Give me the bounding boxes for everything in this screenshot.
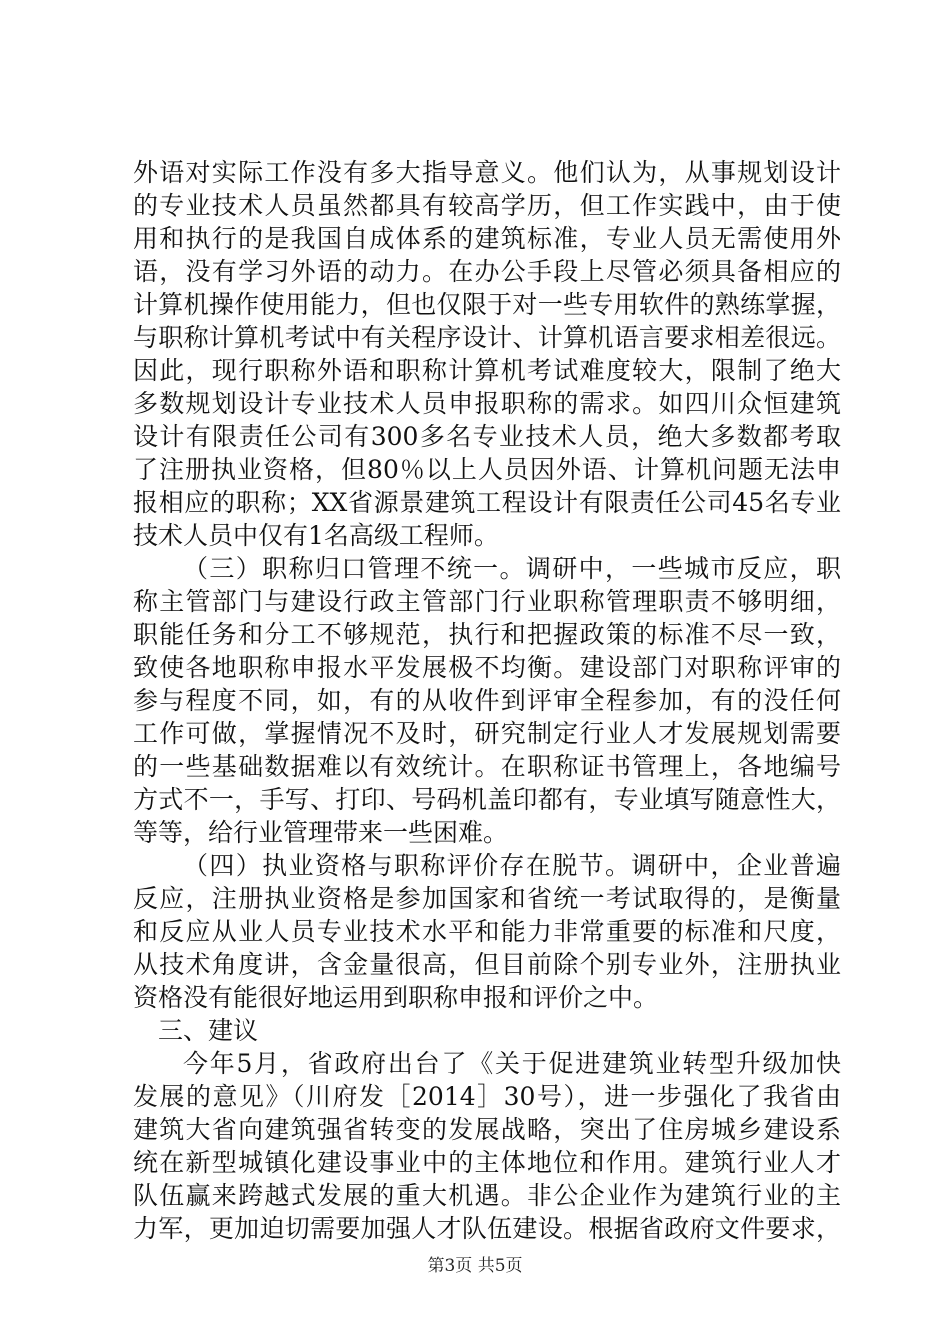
text-line: 计算机操作使用能力，但也仅限于对一些专用软件的熟练掌握， (133, 290, 841, 319)
text-line: 工作可做，掌握情况不及时，研究制定行业人才发展规划需要 (133, 719, 841, 748)
text-line: 资格没有能很好地运用到职称申报和评价之中。 (133, 983, 659, 1012)
text-line: 技术人员中仅有1名高级工程师。 (133, 521, 499, 550)
text-line: 发展的意见》（川府发［2014］30号），进一步强化了我省由 (133, 1082, 841, 1111)
text-line: 和反应从业人员专业技术水平和能力非常重要的标准和尺度， (133, 917, 841, 946)
text-line: 的一些基础数据难以有效统计。在职称证书管理上，各地编号 (133, 752, 841, 781)
document-body (133, 156, 841, 1245)
section-heading-line: （三）职称归口管理不统一。调研中，一些城市反应，职 (183, 554, 841, 583)
text-line: 了注册执业资格，但80％以上人员因外语、计算机问题无法申 (133, 455, 841, 484)
text-line: 因此，现行职称外语和职称计算机考试难度较大，限制了绝大 (133, 356, 841, 385)
text-line: 今年5月，省政府出台了《关于促进建筑业转型升级加快 (183, 1049, 841, 1078)
text-line: 外语对实际工作没有多大指导意义。他们认为，从事规划设计 (133, 158, 841, 187)
text-line: 称主管部门与建设行政主管部门行业职称管理职责不够明细， (133, 587, 841, 616)
text-line: 多数规划设计专业技术人员申报职称的需求。如四川众恒建筑 (133, 389, 841, 418)
text-line: 参与程度不同，如，有的从收件到评审全程参加，有的没任何 (133, 686, 841, 715)
text-line: 从技术角度讲，含金量很高，但目前除个别专业外，注册执业 (133, 950, 841, 979)
text-line: 用和执行的是我国自成体系的建筑标准，专业人员无需使用外 (133, 224, 841, 253)
text-line: 方式不一，手写、打印、号码机盖印都有，专业填写随意性大， (133, 785, 841, 814)
text-line: 等等，给行业管理带来一些困难。 (133, 818, 509, 847)
text-line: 致使各地职称申报水平发展极不均衡。建设部门对职称评审的 (133, 653, 841, 682)
text-line: 队伍赢来跨越式发展的重大机遇。非公企业作为建筑行业的主 (133, 1181, 841, 1210)
text-line: 的专业技术人员虽然都具有较高学历，但工作实践中，由于使 (133, 191, 841, 220)
text-line: 建筑大省向建筑强省转变的发展战略，突出了住房城乡建设系 (133, 1115, 841, 1144)
section-heading-line: （四）执业资格与职称评价存在脱节。调研中，企业普遍 (183, 851, 841, 880)
page-number-footer: 第3页 共5页 (427, 1256, 523, 1276)
text-line: 统在新型城镇化建设事业中的主体地位和作用。建筑行业人才 (133, 1148, 841, 1177)
text-line: 力军，更加迫切需要加强人才队伍建设。根据省政府文件要求， (133, 1214, 841, 1243)
text-line: 语，没有学习外语的动力。在办公手段上尽管必须具备相应的 (133, 257, 841, 286)
text-line: 与职称计算机考试中有关程序设计、计算机语言要求相差很远。 (133, 323, 841, 352)
text-line: 设计有限责任公司有300多名专业技术人员，绝大多数都考取 (133, 422, 841, 451)
text-line: 报相应的职称；XX省源景建筑工程设计有限责任公司45名专业 (133, 488, 841, 517)
text-line: 职能任务和分工不够规范，执行和把握政策的标准不尽一致， (133, 620, 841, 649)
section-title: 三、建议 (158, 1016, 259, 1045)
text-line: 反应，注册执业资格是参加国家和省统一考试取得的，是衡量 (133, 884, 841, 913)
